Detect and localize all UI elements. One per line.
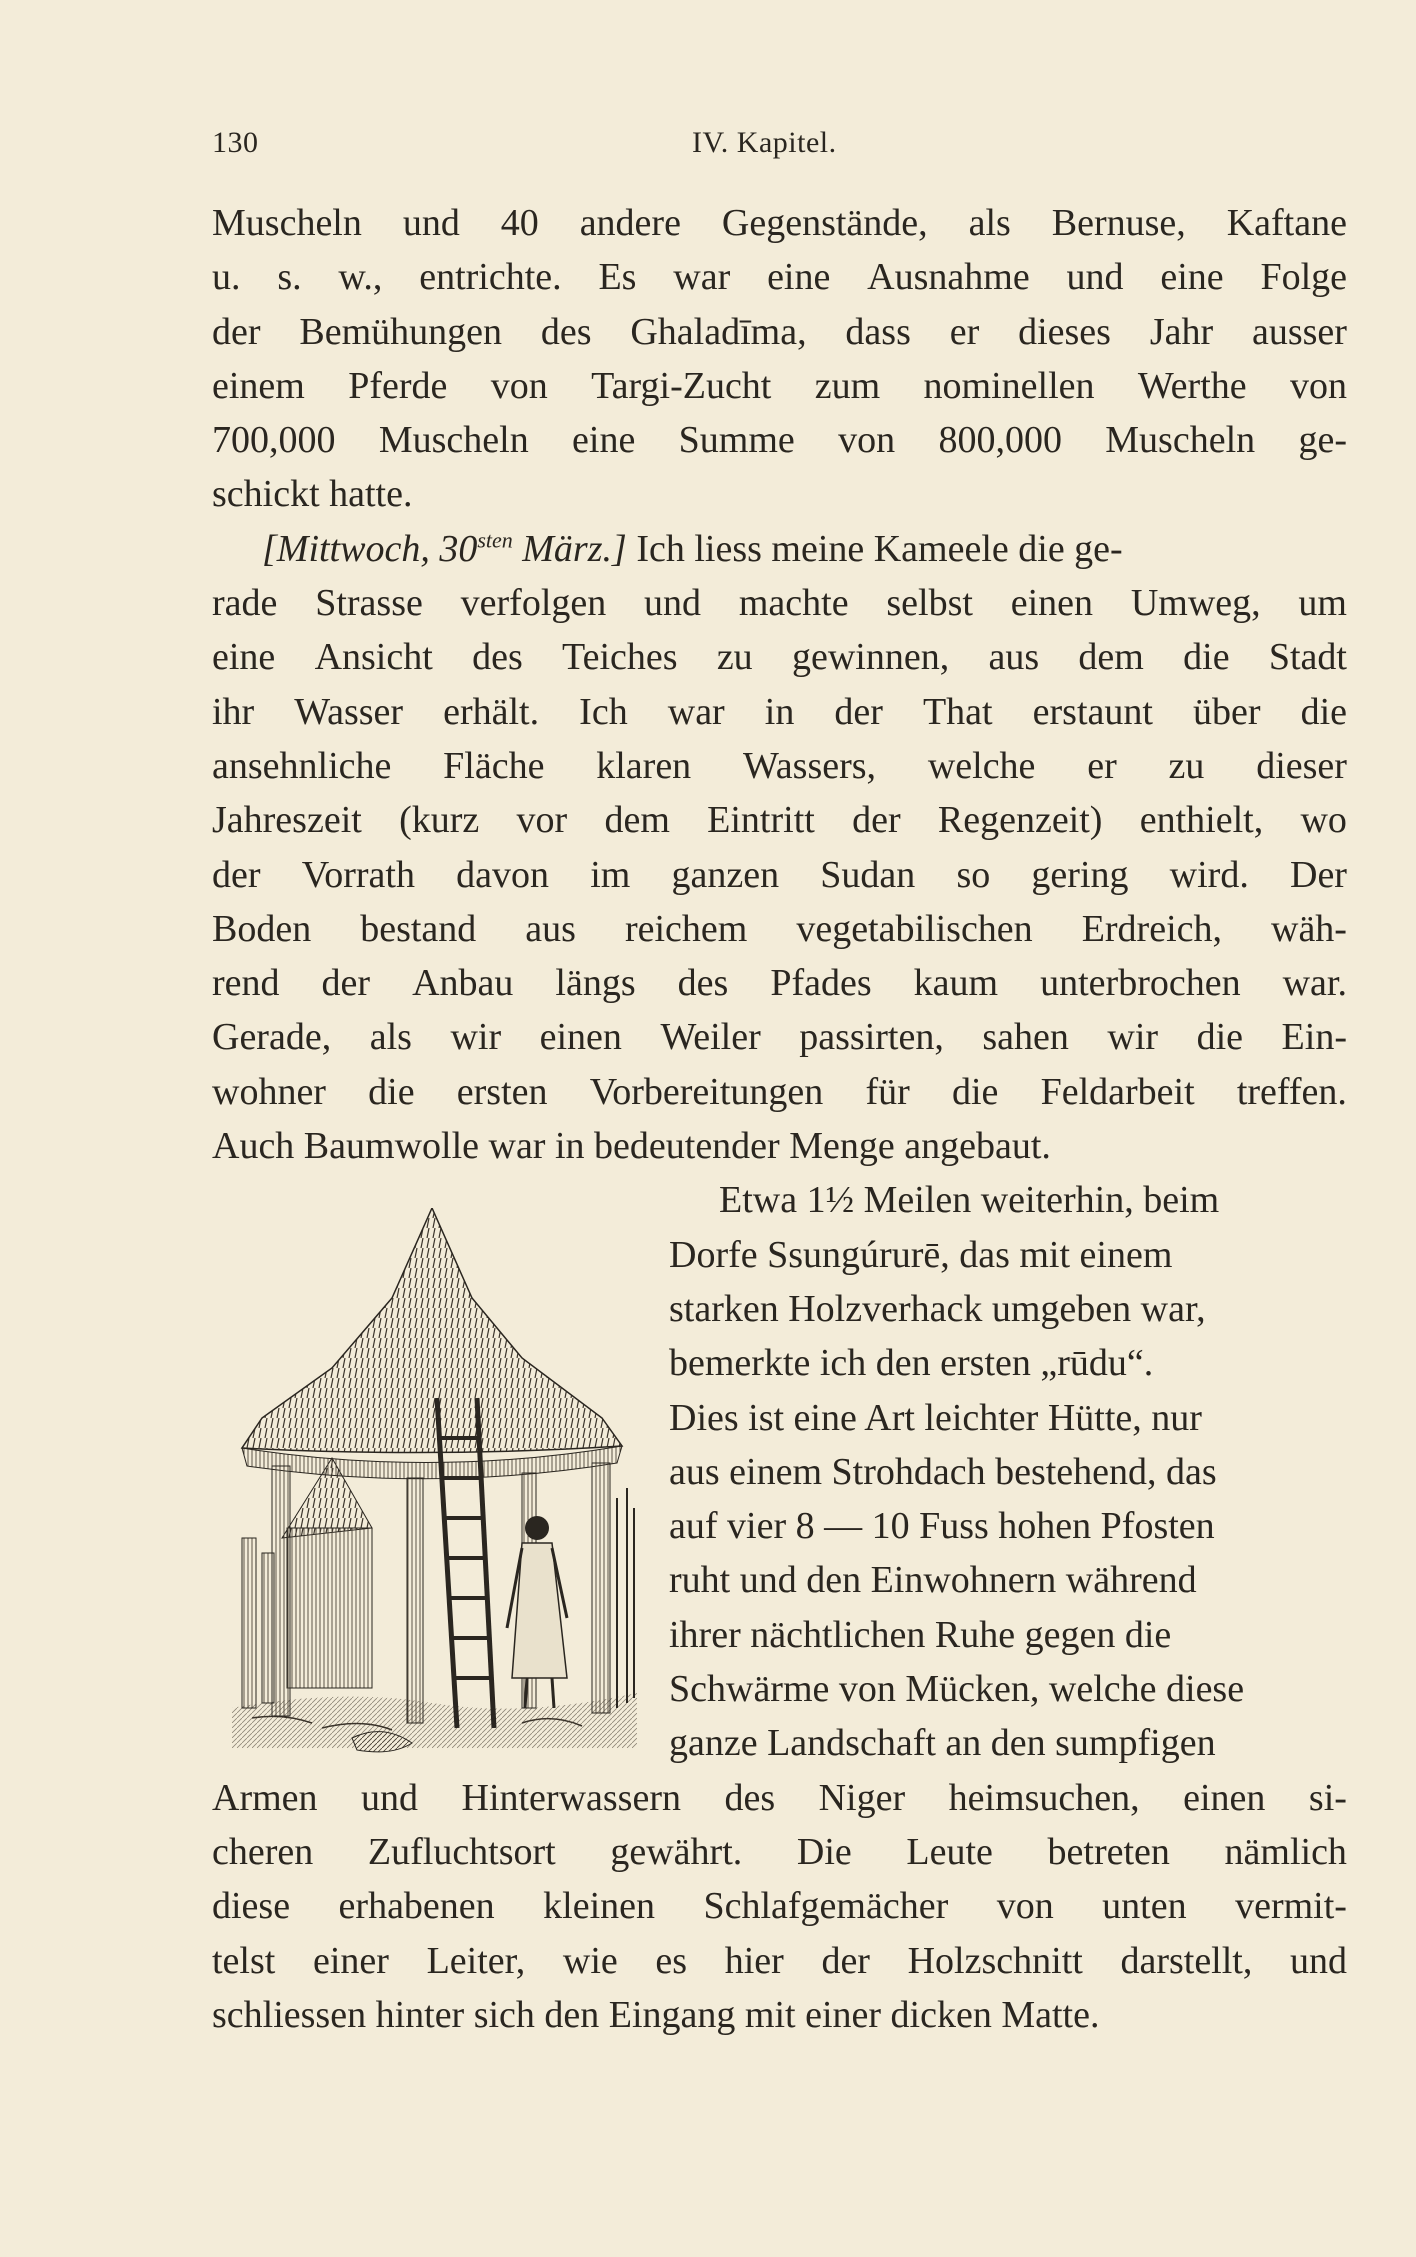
wrapped-paragraph (669, 1173, 1347, 1770)
text-line: diese erhabenen kleinen Schlafgemächer von unten vermit- (212, 1885, 1347, 1928)
text-line: der Vorrath davon im ganzen Sudan so gering wird. Der (212, 853, 1347, 896)
text-line: eine Ansicht des Teiches zu gewinnen, aus dem die Stadt (212, 636, 1347, 679)
date-note: [Mittwoch, $30^{sten}$ März.] (262, 527, 627, 570)
text-line: ansehnliche Fläche klaren Wassers, welche er zu dieser (212, 744, 1347, 787)
text-line: Armen und Hinterwassern des Niger heimsuchen, einen si- (212, 1776, 1347, 1819)
text-line: Dies ist eine Art leichter Hütte, nur (669, 1396, 1202, 1439)
text-line: ihr Wasser erhält. Ich war in der That erstaunt über die (212, 690, 1347, 733)
text-line: starken Holzverhack umgeben war, (669, 1287, 1206, 1330)
text-line: Etwa 1½ Meilen weiterhin, beim (719, 1179, 1220, 1222)
text-line: ganze Landschaft an den sumpfigen (669, 1722, 1216, 1765)
text-line: Dorfe Ssungúrurē, das mit einem (669, 1233, 1173, 1276)
text-line: Boden bestand aus reichem vegetabilischen Erdreich, wäh- (212, 907, 1347, 950)
text-line: cheren Zufluchtsort gewährt. Die Leute betreten nämlich (212, 1830, 1347, 1873)
text-line: ihrer nächtlichen Ruhe gegen die (669, 1613, 1172, 1656)
text-line: aus einem Strohdach bestehend, das (669, 1450, 1217, 1493)
page-number: 130 (212, 126, 259, 159)
text-line: wohner die ersten Vorbereitungen für die Feldarbeit treffen. (212, 1070, 1347, 1113)
text-line: rade Strasse verfolgen und machte selbst einen Umweg, um (212, 582, 1347, 625)
text-line: telst einer Leiter, wie es hier der Holzschnitt darstellt, und (212, 1939, 1347, 1982)
paragraph-start: [Mittwoch, $30^{sten}$ März.] Ich liess meine Kameele die ge- (262, 527, 1123, 570)
text-line: einem Pferde von Targi-Zucht zum nominellen Werthe von (212, 364, 1347, 407)
text-line: 700,000 Muscheln eine Summe von 800,000 Muscheln ge- (212, 419, 1347, 462)
text-line: Auch Baumwolle war in bedeutender Menge angebaut. (212, 1125, 1051, 1168)
text-line: schickt hatte. (212, 473, 413, 516)
text-line: auf vier 8 — 10 Fuss hohen Pfosten (669, 1505, 1215, 1548)
text-line: Schwärme von Mücken, welche diese (669, 1668, 1245, 1711)
text-line: u. s. w., entrichte. Es war eine Ausnahme und eine Folge (212, 256, 1347, 299)
text-line: der Bemühungen des Ghaladīma, dass er dieses Jahr ausser (212, 310, 1347, 353)
text-line: ruht und den Einwohnern während (669, 1559, 1197, 1602)
body-text (212, 196, 1347, 2042)
text-line: Muscheln und 40 andere Gegenstände, als Bernuse, Kaftane (212, 202, 1347, 244)
text-line: Jahreszeit (kurz vor dem Eintritt der Regenzeit) enthielt, wo (212, 799, 1347, 842)
running-head (212, 126, 1347, 166)
text-line: Gerade, als wir einen Weiler passirten, sahen wir die Ein- (212, 1016, 1347, 1059)
text-line: bemerkte ich den ersten „rūdu“. (669, 1342, 1154, 1385)
text-line: rend der Anbau längs des Pfades kaum unterbrochen war. (212, 962, 1347, 1005)
text-line: schliessen hinter sich den Eingang mit einer dicken Matte. (212, 1993, 1100, 2036)
chapter-title: IV. Kapitel. (692, 126, 837, 159)
